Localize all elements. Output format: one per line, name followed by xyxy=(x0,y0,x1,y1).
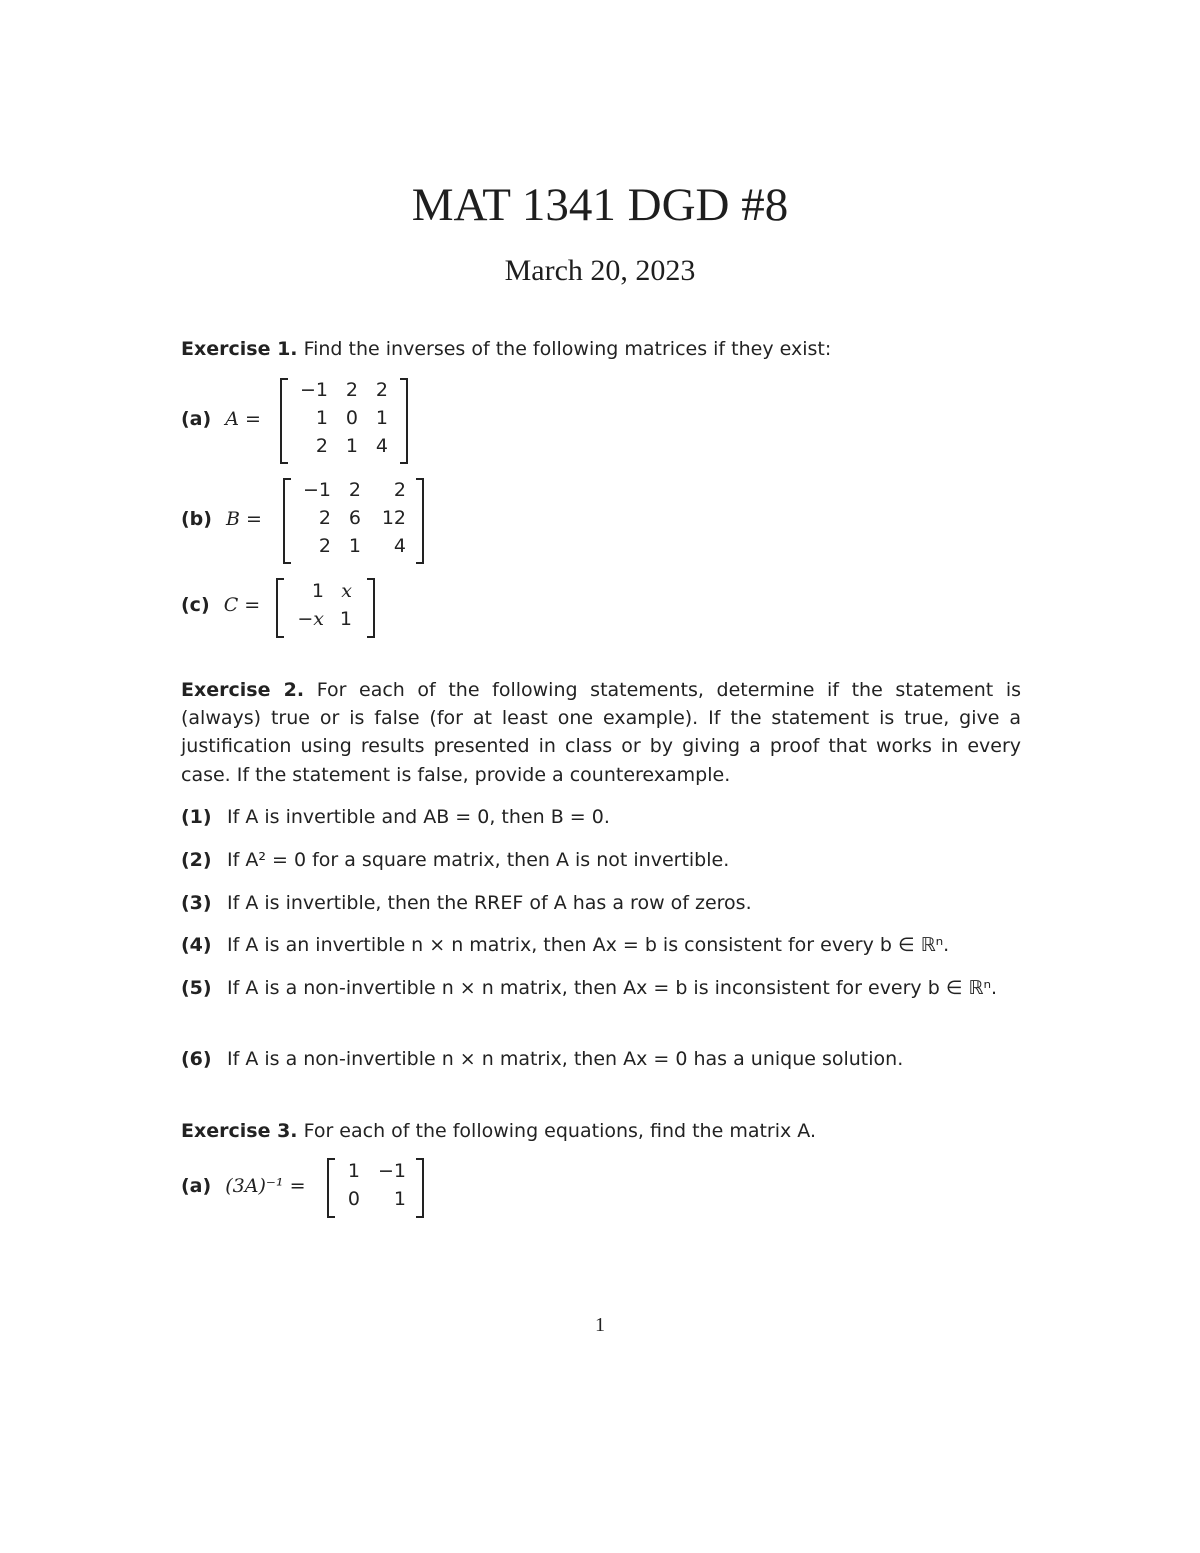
exercise-1-prompt: Find the inverses of the following matrices if they exist: xyxy=(303,338,832,360)
matrix-a xyxy=(296,376,388,460)
matrix-c-cell: 1 xyxy=(339,608,352,630)
matrix-c-left-bracket xyxy=(276,578,284,638)
matrix-b-cell: 2 xyxy=(318,507,331,529)
matrix-3a-cell: −1 xyxy=(377,1160,406,1182)
matrix-c-cell: x xyxy=(341,580,352,602)
matrix-3a-cell: 0 xyxy=(347,1188,360,1210)
matrix-c-cell: 1 xyxy=(311,580,324,602)
matrix-a-cell: 4 xyxy=(375,435,388,457)
matrix-3a-right-bracket xyxy=(416,1158,424,1218)
matrix-3a-cell: 1 xyxy=(393,1188,406,1210)
list-item: (3) If A is invertible, then the RREF of A has a row of zeros. xyxy=(181,892,752,914)
matrix-a-right-bracket xyxy=(400,378,408,464)
matrix-b xyxy=(299,476,406,560)
matrix-c xyxy=(290,577,352,633)
exercise-3-heading xyxy=(181,1117,816,1145)
list-item: (5) If A is a non-invertible n × n matrix, then Ax = b is inconsistent for every b ∈ ℝⁿ. xyxy=(181,977,998,999)
matrix-b-cell: 1 xyxy=(348,535,361,557)
matrix-a-cell: 2 xyxy=(345,379,358,401)
exercise-2-heading xyxy=(181,676,1021,789)
matrix-b-cell: 2 xyxy=(348,479,361,501)
matrix-a-cell: 1 xyxy=(315,407,328,429)
matrix-3a-left-bracket xyxy=(327,1158,335,1218)
matrix-a-cell: 1 xyxy=(375,407,388,429)
page-number: 1 xyxy=(595,1314,605,1336)
list-item: (4) If A is an invertible n × n matrix, then Ax = b is consistent for every b ∈ ℝⁿ. xyxy=(181,934,950,956)
list-item: (6) If A is a non-invertible n × n matrix, then Ax = 0 has a unique solution. xyxy=(181,1048,904,1070)
exercise-2-prompt: For each of the following statements, determine if the statement is (always) true or is false (for at least one example). If the statement is true, give a justification using results presented in class or by giving a proof that works in every case. If the statement is false, provide a counterexample. xyxy=(181,679,1021,786)
matrix-3a xyxy=(340,1157,406,1213)
exercise-3a-label: (a) (3A)⁻¹ = xyxy=(181,1175,306,1197)
matrix-b-cell: 2 xyxy=(393,479,406,501)
matrix-3a-cell: 1 xyxy=(347,1160,360,1182)
exercise-1b-label: (b) B = xyxy=(181,508,262,530)
exercise-1-heading xyxy=(181,335,831,363)
matrix-a-cell: 2 xyxy=(375,379,388,401)
matrix-b-cell: 12 xyxy=(381,507,406,529)
page-title: MAT 1341 DGD #8 xyxy=(411,179,789,231)
matrix-c-cell: −x xyxy=(297,608,324,630)
list-item: (2) If A² = 0 for a square matrix, then A is not invertible. xyxy=(181,849,730,871)
exercise-3-prompt: For each of the following equations, find the matrix A. xyxy=(303,1120,816,1142)
list-item: (1) If A is invertible and AB = 0, then B = 0. xyxy=(181,806,610,828)
exercise-1c-label: (c) C = xyxy=(181,594,261,616)
exercise-2-label: Exercise 2. xyxy=(181,679,305,701)
matrix-a-cell: 0 xyxy=(345,407,358,429)
matrix-b-cell: 2 xyxy=(318,535,331,557)
matrix-c-right-bracket xyxy=(367,578,375,638)
exercise-3-label: Exercise 3. xyxy=(181,1120,298,1142)
matrix-b-cell: 6 xyxy=(348,507,361,529)
matrix-a-cell: 2 xyxy=(315,435,328,457)
matrix-b-cell: 4 xyxy=(393,535,406,557)
document-date: March 20, 2023 xyxy=(504,254,696,287)
exercise-1-label: Exercise 1. xyxy=(181,338,298,360)
matrix-b-right-bracket xyxy=(416,478,424,564)
matrix-b-cell: −1 xyxy=(302,479,331,501)
matrix-a-left-bracket xyxy=(280,378,288,464)
matrix-a-cell: −1 xyxy=(299,379,328,401)
matrix-a-cell: 1 xyxy=(345,435,358,457)
exercise-1a-label: (a) A = xyxy=(181,408,261,430)
matrix-b-left-bracket xyxy=(283,478,291,564)
